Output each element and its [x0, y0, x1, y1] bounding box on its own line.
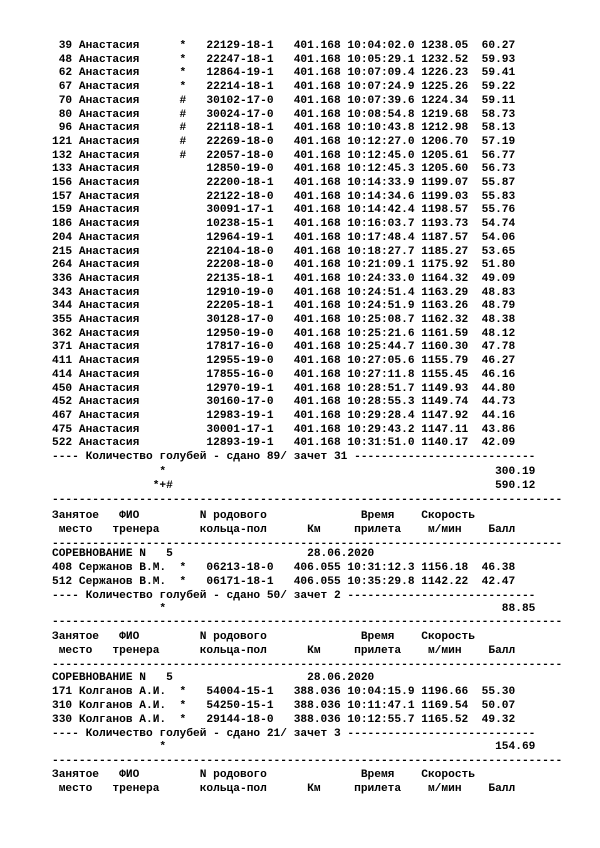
result-row: 330 Колганов А.И. * 29144-18-0 388.036 10:12:55.7 1165.52 49.32 [52, 714, 516, 726]
count-line: ---- Количество голубей - сдано 50/ зачет 2 ---------------------------- [52, 590, 536, 602]
result-row: 80 Анастасия # 30024-17-0 401.168 10:08:54.8 1219.68 58.73 [52, 108, 516, 121]
separator: ---------------------------------------------------------------------------- [52, 755, 563, 767]
count-line: ---- Количество голубей - сдано 89/ зачет 31 --------------------------- [52, 451, 536, 463]
result-row: 156 Анастасия 22200-18-1 401.168 10:14:33.9 1199.07 55.87 [52, 177, 516, 189]
result-row: 344 Анастасия 22205-18-1 401.168 10:24:51.9 1163.26 48.79 [52, 300, 516, 313]
competition-title: СОРЕВНОВАНИЕ N 5 28.06.2020 [52, 548, 375, 560]
result-row: 411 Анастасия 12955-19-0 401.168 10:27:05.6 1155.79 46.27 [52, 355, 516, 368]
separator: ---------------------------------------------------------------------------- [52, 659, 563, 671]
result-row: 264 Анастасия 22208-18-0 401.168 10:21:09.1 1175.92 51.80 [52, 259, 516, 272]
result-row: 522 Анастасия 12893-19-1 401.168 10:31:51.0 1140.17 42.09 [52, 437, 516, 450]
result-row: 355 Анастасия 30128-17-0 401.168 10:25:08.7 1162.32 48.38 [52, 314, 516, 326]
result-row: 39 Анастасия * 22129-18-1 401.168 10:04:02.0 1238.05 60.27 [52, 40, 516, 52]
result-row: 186 Анастасия 10238-15-1 401.168 10:16:03.7 1193.73 54.74 [52, 218, 516, 231]
result-row: 62 Анастасия * 12864-19-1 401.168 10:07:09.4 1226.23 59.41 [52, 67, 516, 80]
subtotal: * 154.69 [52, 741, 536, 753]
result-row: 343 Анастасия 12910-19-0 401.168 10:24:51.4 1163.29 48.83 [52, 286, 516, 299]
column-header-line-2: место тренера кольца-пол Км прилета м/мин Балл [52, 783, 516, 795]
subtotal-star: * 300.19 [52, 466, 536, 478]
result-row: 362 Анастасия 12950-19-0 401.168 10:25:21.6 1161.59 48.12 [52, 327, 516, 340]
result-row: 133 Анастасия 12850-19-0 401.168 10:12:45.3 1205.60 56.73 [52, 163, 516, 176]
separator: ---------------------------------------------------------------------------- [52, 538, 563, 550]
separator: ---------------------------------------------------------------------------- [52, 494, 563, 506]
result-row: 371 Анастасия 17817-16-0 401.168 10:25:44.7 1160.30 47.78 [52, 341, 516, 354]
competition-title: СОРЕВНОВАНИЕ N 5 28.06.2020 [52, 672, 375, 684]
result-row: 467 Анастасия 12983-19-1 401.168 10:29:28.4 1147.92 44.16 [52, 409, 516, 422]
result-row: 512 Сержанов В.М. * 06171-18-1 406.055 10:35:29.8 1142.22 42.47 [52, 576, 516, 588]
result-row: 310 Колганов А.И. * 54250-15-1 388.036 10:11:47.1 1169.54 50.07 [52, 700, 516, 712]
column-header-line-1: Занятое ФИО N родового Время Скорость [52, 510, 475, 522]
column-header-line-2: место тренера кольца-пол Км прилета м/мин Балл [52, 524, 516, 536]
count-line: ---- Количество голубей - сдано 21/ зачет 3 ---------------------------- [52, 728, 536, 740]
result-row: 159 Анастасия 30091-17-1 401.168 10:14:42.4 1198.57 55.76 [52, 204, 516, 217]
column-header-line-2: место тренера кольца-пол Км прилета м/мин Балл [52, 645, 516, 657]
result-row: 204 Анастасия 12964-19-1 401.168 10:17:48.4 1187.57 54.06 [52, 231, 516, 244]
subtotal: * 88.85 [52, 603, 536, 615]
result-row: 121 Анастасия # 22269-18-0 401.168 10:12:27.0 1206.70 57.19 [52, 135, 516, 148]
result-row: 96 Анастасия # 22118-18-1 401.168 10:10:43.8 1212.98 58.13 [52, 122, 516, 135]
result-row: 475 Анастасия 30001-17-1 401.168 10:29:43.2 1147.11 43.86 [52, 423, 516, 436]
result-row: 408 Сержанов В.М. * 06213-18-0 406.055 10:31:12.3 1156.18 46.38 [52, 562, 516, 574]
subtotal-star-hash: *+# 590.12 [52, 480, 536, 492]
result-row: 336 Анастасия 22135-18-1 401.168 10:24:33.0 1164.32 49.09 [52, 272, 516, 285]
result-row: 450 Анастасия 12970-19-1 401.168 10:28:51.7 1149.93 44.80 [52, 382, 516, 395]
result-row: 452 Анастасия 30160-17-0 401.168 10:28:55.3 1149.74 44.73 [52, 396, 516, 409]
result-row: 70 Анастасия # 30102-17-0 401.168 10:07:39.6 1224.34 59.11 [52, 94, 516, 107]
result-row: 414 Анастасия 17855-16-0 401.168 10:27:11.8 1155.45 46.16 [52, 368, 516, 381]
result-row: 171 Колганов А.И. * 54004-15-1 388.036 10:04:15.9 1196.66 55.30 [52, 686, 516, 698]
result-row: 215 Анастасия 22104-18-0 401.168 10:18:27.7 1185.27 53.65 [52, 245, 516, 258]
result-row: 157 Анастасия 22122-18-0 401.168 10:14:34.6 1199.03 55.83 [52, 190, 516, 203]
result-row: 67 Анастасия * 22214-18-1 401.168 10:07:24.9 1225.26 59.22 [52, 81, 516, 94]
column-header-line-1: Занятое ФИО N родового Время Скорость [52, 631, 475, 643]
separator: ---------------------------------------------------------------------------- [52, 616, 563, 628]
result-row: 132 Анастасия # 22057-18-0 401.168 10:12:45.0 1205.61 56.77 [52, 149, 516, 162]
column-header-line-1: Занятое ФИО N родового Время Скорость [52, 769, 475, 781]
result-row: 48 Анастасия * 22247-18-1 401.168 10:05:29.1 1232.52 59.93 [52, 53, 516, 66]
